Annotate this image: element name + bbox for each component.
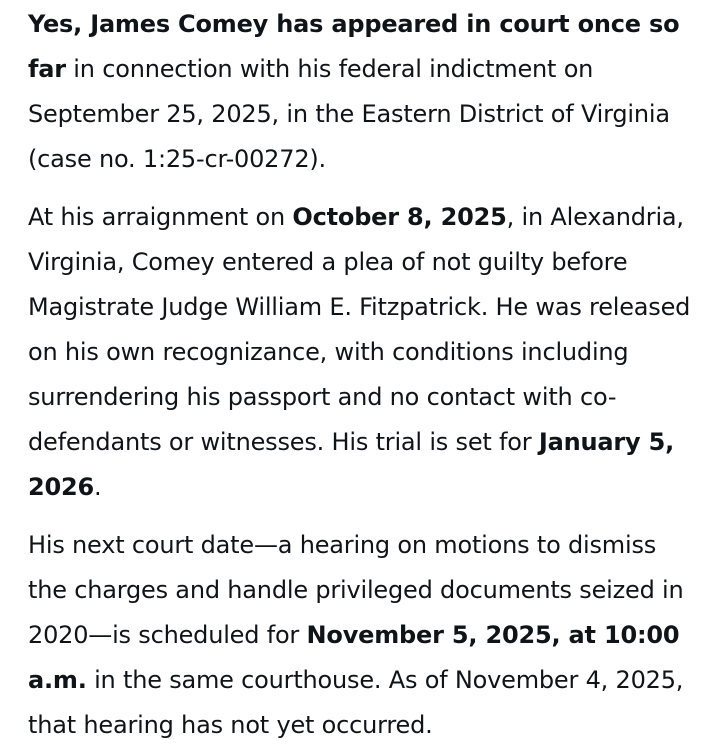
lead-statement: Yes, James Comey has appeared in court once so far (28, 10, 680, 83)
paragraph-court-appearance (28, 2, 692, 182)
arraignment-intro: At his arraignment on (28, 203, 293, 231)
response-text (28, 2, 692, 748)
paragraph-arraignment (28, 195, 692, 510)
paragraph-next-hearing (28, 523, 692, 748)
arraignment-end: . (94, 473, 102, 501)
hearing-datetime: November 5, 2025, at 10:00 a.m. (28, 621, 680, 694)
arraignment-details: , in Alexandria, Virginia, Comey entered a plea of not guilty before Magistrate Judge William E. Fitzpatrick. He was released on his own recognizance, with conditions including surrendering his passport and no contact with co-defendants or witnesses. His trial is set for (28, 203, 691, 456)
hearing-status: in the same courthouse. As of November 4, 2025, that hearing has not yet occurred. (28, 666, 684, 739)
hearing-intro: His next court date—a hearing on motions to dismiss the charges and handle privileged documents seized in 2020—is scheduled for (28, 531, 684, 649)
indictment-details: in connection with his federal indictment on September 25, 2025, in the Eastern District of Virginia (case no. 1:25-cr-00272). (28, 55, 670, 173)
arraignment-date: October 8, 2025 (292, 203, 507, 231)
trial-date: January 5, 2026 (28, 428, 675, 501)
